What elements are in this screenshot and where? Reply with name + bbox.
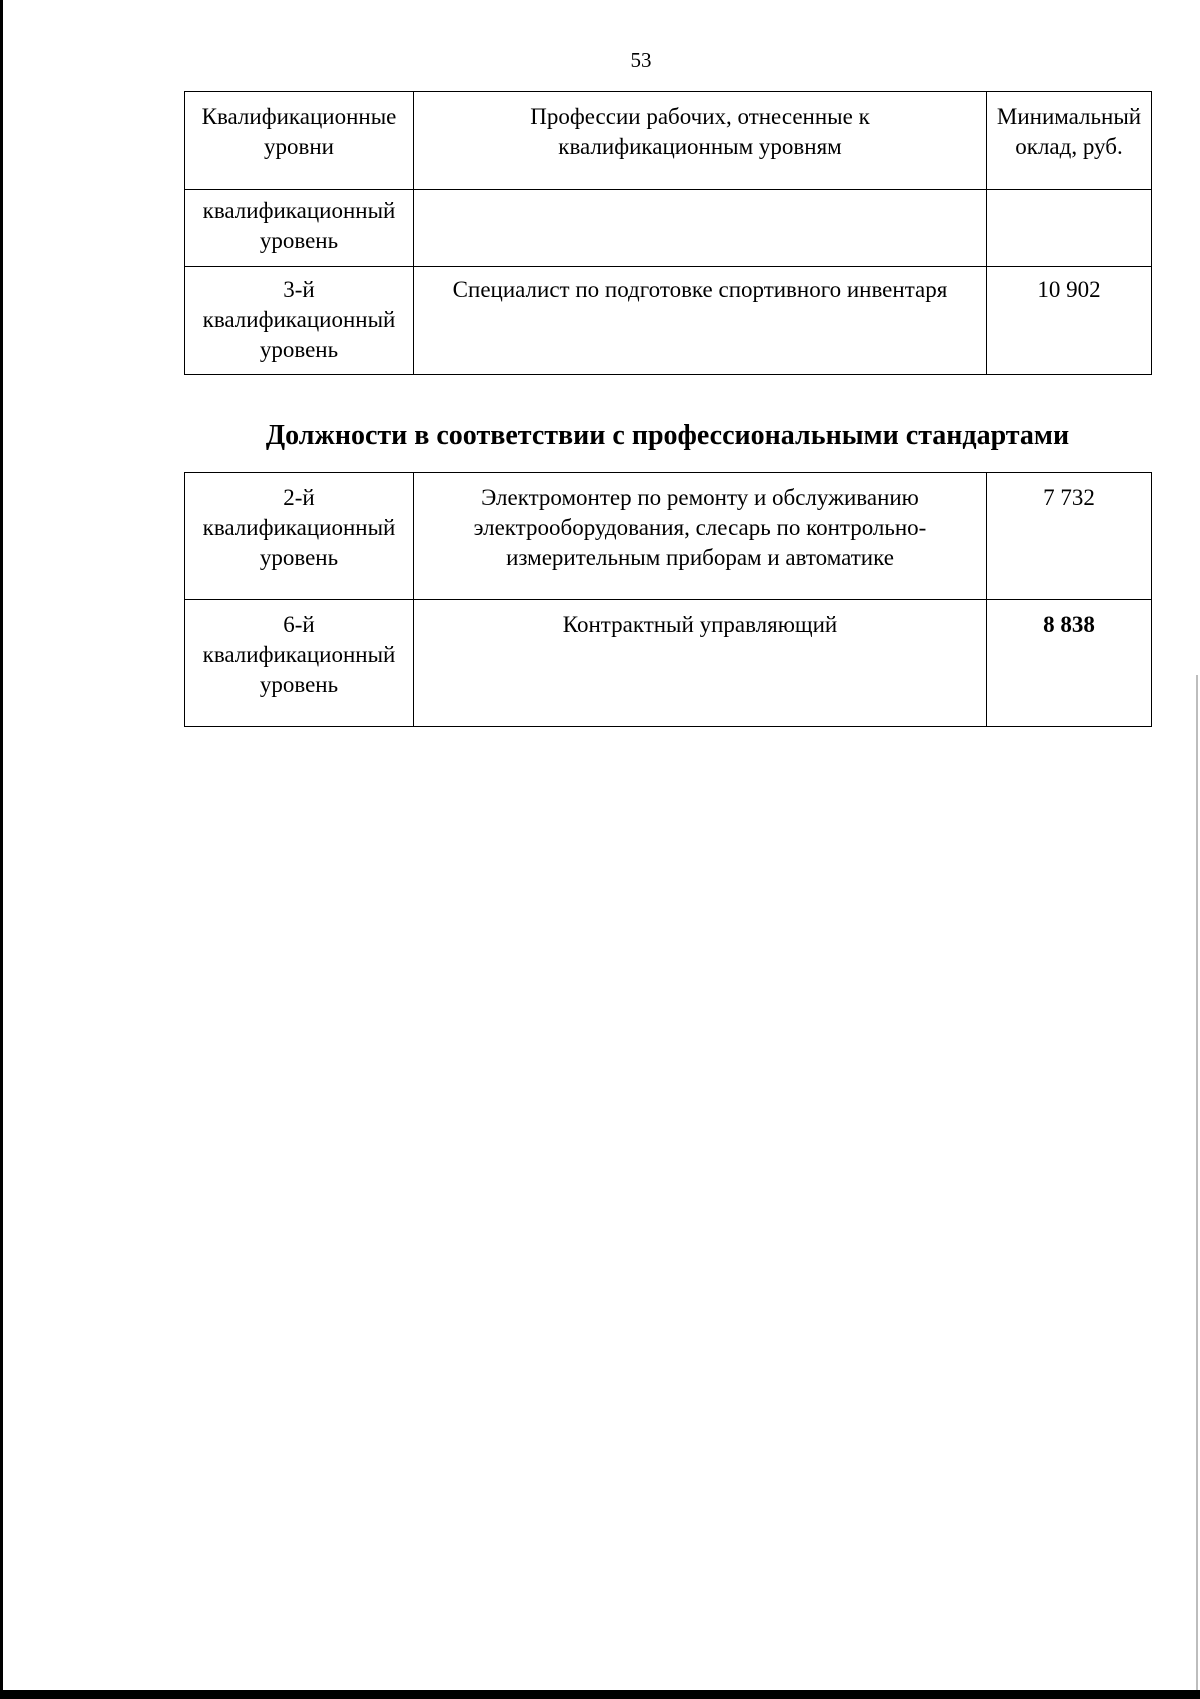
cell-level: 6-й квалификационный уровень (185, 600, 414, 727)
table-row (185, 600, 1152, 727)
table-row (185, 267, 1152, 375)
cell-salary: 8 838 (987, 600, 1152, 727)
page-number: 53 (630, 48, 652, 72)
table-row (185, 473, 1152, 600)
cell-salary: 7 732 (987, 473, 1152, 600)
cell-level: 3-й квалификационный уровень (185, 267, 414, 375)
cell-level: квалификационный уровень (185, 190, 414, 267)
professional-standards-table (184, 472, 1152, 727)
table-row (185, 190, 1152, 267)
scan-edge-right (1196, 675, 1198, 1690)
cell-professions (414, 190, 987, 267)
header-min-salary: Минимальный оклад, руб. (987, 92, 1152, 190)
cell-professions: Контрактный управляющий (414, 600, 987, 727)
cell-professions: Специалист по подготовке спортивного инвентаря (414, 267, 987, 375)
scan-edge-left (0, 0, 3, 1699)
table-header-row (185, 92, 1152, 190)
scan-edge-bottom (0, 1690, 1200, 1699)
section-heading: Должности в соответствии с профессиональными стандартами (265, 420, 1070, 451)
cell-salary (987, 190, 1152, 267)
cell-salary: 10 902 (987, 267, 1152, 375)
cell-level: 2-й квалификационный уровень (185, 473, 414, 600)
header-qualification-levels: Квалификационные уровни (185, 92, 414, 190)
qualification-table (184, 91, 1152, 375)
cell-professions: Электромонтер по ремонту и обслуживанию электрооборудования, слесарь по контрольно- измерительным приборам и автоматике (414, 473, 987, 600)
header-professions: Профессии рабочих, отнесенные к квалификационным уровням (414, 92, 987, 190)
